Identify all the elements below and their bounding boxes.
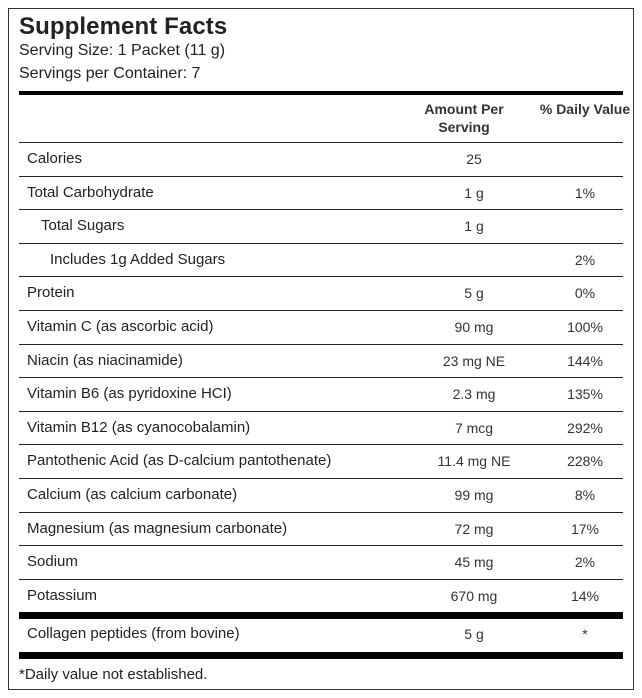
nutrient-amount: 45 mg [454,554,494,571]
nutrient-daily-value: 8% [574,486,596,503]
nutrient-amount: 2.3 mg [452,386,496,403]
table-row [19,142,623,176]
table-row [19,176,623,210]
table-row [19,579,623,613]
footnote: *Daily value not established. [19,666,208,683]
nutrient-name: Total Sugars [41,217,125,235]
nutrient-name: Vitamin B12 (as cyanocobalamin) [27,418,251,436]
nutrient-name: Includes 1g Added Sugars [50,250,226,268]
supplement-facts-panel [8,8,634,690]
table-row [19,478,623,512]
nutrient-name: Protein [27,284,75,302]
nutrient-table [19,142,623,612]
column-header-amount: Amount Per Serving [424,101,504,135]
other-ingredient-daily-value: * [582,626,588,642]
nutrient-name: Sodium [27,553,78,571]
nutrient-amount: 1 g [464,218,484,235]
nutrient-amount: 23 mg NE [442,352,506,369]
table-row [19,243,623,277]
nutrient-name: Calories [27,150,83,167]
nutrient-daily-value: 17% [570,520,600,537]
nutrient-daily-value: 135% [567,386,603,403]
panel-title: Supplement Facts [19,13,228,40]
nutrient-amount: 72 mg [454,520,494,537]
nutrient-name: Pantothenic Acid (as D-calcium pantothenate) [27,452,332,470]
other-ingredient-amount: 5 g [464,626,484,642]
table-row [19,512,623,546]
footer-divider [19,652,623,659]
table-row [19,411,623,445]
nutrient-daily-value: 2% [574,251,596,268]
nutrient-amount: 11.4 mg NE [437,453,511,470]
other-ingredient-name: Collagen peptides (from bovine) [27,625,240,642]
nutrient-daily-value: 0% [574,285,596,302]
other-ingredient-row [19,617,623,651]
nutrient-daily-value: 1% [574,184,596,201]
nutrient-name: Vitamin C (as ascorbic acid) [27,317,214,335]
header-divider [19,91,623,95]
table-row [19,377,623,411]
servings-per-container: Servings per Container: 7 [19,65,201,82]
nutrient-name: Calcium (as calcium carbonate) [27,485,238,503]
nutrient-amount: 670 mg [450,587,498,604]
nutrient-amount: 1 g [464,184,484,201]
table-row [19,209,623,243]
nutrient-amount: 90 mg [454,318,494,335]
nutrient-amount: 25 [466,151,482,167]
table-row [19,276,623,310]
serving-size: Serving Size: 1 Packet (11 g) [19,42,226,59]
nutrient-amount: 5 g [464,285,484,302]
nutrient-daily-value: 292% [567,419,603,436]
table-row [19,444,623,478]
nutrient-amount: 7 mcg [454,419,494,436]
nutrient-name: Potassium [27,586,98,604]
nutrient-name: Vitamin B6 (as pyridoxine HCI) [27,385,232,403]
nutrient-name: Niacin (as niacinamide) [27,351,183,369]
nutrient-name: Magnesium (as magnesium carbonate) [27,519,288,537]
nutrient-daily-value: 2% [574,554,596,571]
table-row [19,310,623,344]
table-row [19,545,623,579]
nutrient-daily-value: 100% [567,318,603,335]
nutrient-daily-value: 144% [567,352,603,369]
nutrient-daily-value: 228% [567,453,603,470]
table-row [19,344,623,378]
nutrient-daily-value: 14% [570,587,600,604]
nutrient-name: Total Carbohydrate [27,183,154,201]
column-header-daily-value: % Daily Value [539,101,631,117]
nutrient-amount: 99 mg [454,486,494,503]
